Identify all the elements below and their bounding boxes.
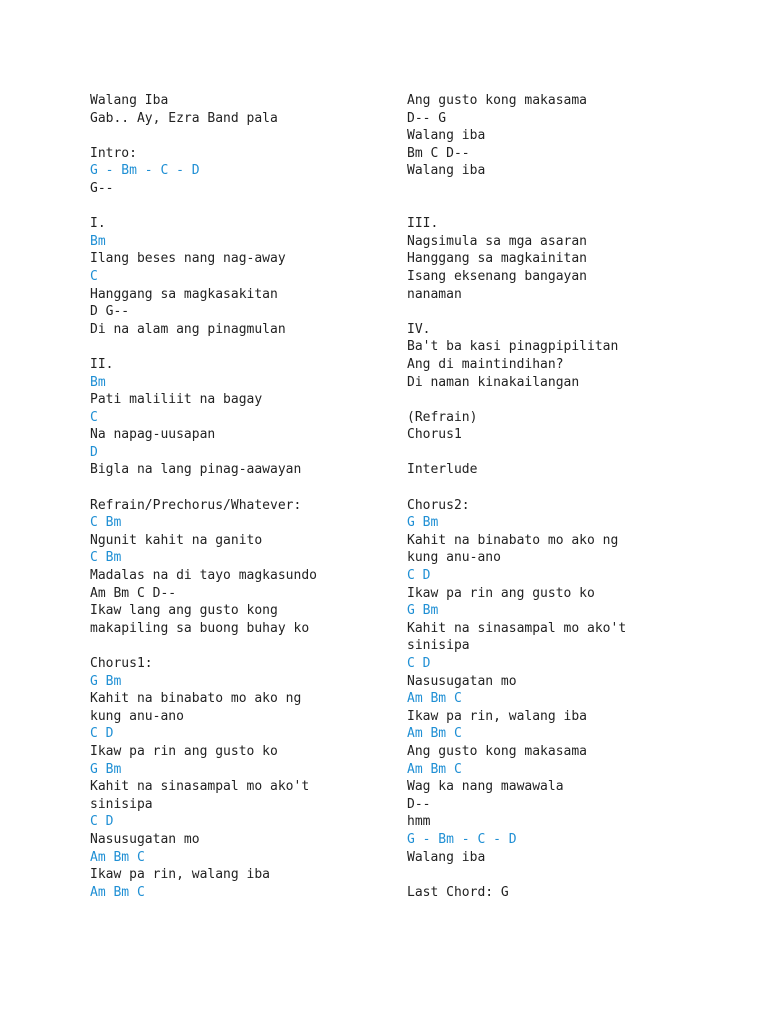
lyric-line: D G-- [90,304,130,320]
lyric-line: Kahit na sinasampal mo ako't [407,620,627,636]
lyric-line: nanaman [407,286,462,302]
lyric-line: III. [407,216,439,232]
lyric-line: D-- G [407,110,447,126]
blank-line [407,303,626,321]
blank-line [407,479,626,497]
lyric-line: Nagsimula sa mga asaran [407,233,588,249]
lyric-line: Intro: [90,145,137,161]
lyric-line: Kahit na binabato mo ako ng [407,532,619,548]
lyric-line: Ba't ba kasi pinagpipilitan [407,339,619,355]
lyric-line: IV. [407,321,431,337]
lyric-line: Last Chord: G [407,884,509,900]
blank-line [407,866,626,884]
lyric-line: hmm [407,814,431,830]
blank-line [90,338,317,356]
chord-line: Am Bm C [407,761,462,777]
blank-line [407,391,626,409]
lyric-line: Bigla na lang pinag-aawayan [90,462,302,478]
chord-line: C [90,268,98,284]
lyric-line: Interlude [407,462,478,478]
blank-line [407,180,626,198]
lyric-line: Chorus2: [407,497,470,513]
lyric-line: Madalas na di tayo magkasundo [90,568,317,584]
lyric-line: Hanggang sa magkasakitan [90,286,278,302]
lyric-line: Di naman kinakailangan [407,374,580,390]
lyric-line: Walang iba [407,849,486,865]
lyric-line: kung anu-ano [90,708,184,724]
lyric-line: sinisipa [90,796,153,812]
lyric-line: Ikaw pa rin ang gusto ko [90,743,278,759]
lyric-line: Wag ka nang mawawala [407,779,564,795]
lyric-line: makapiling sa buong buhay ko [90,620,310,636]
lyric-line: Hanggang sa magkainitan [407,251,588,267]
chord-line: Am Bm C [90,849,145,865]
lyric-line: Ang gusto kong makasama [407,743,588,759]
lyric-line: Ilang beses nang nag-away [90,251,286,267]
lyrics-column-left [90,92,317,901]
lyrics-column-right [407,92,626,901]
chord-line: Am Bm C [407,726,462,742]
chord-line: G Bm [90,673,122,689]
lyric-line: Pati maliliit na bagay [90,392,263,408]
chord-line: C D [90,814,114,830]
chord-line: C D [90,726,114,742]
chord-line: G Bm [407,603,439,619]
lyric-line: Di na alam ang pinagmulan [90,321,286,337]
chord-line: G Bm [90,761,122,777]
chord-line: C Bm [90,550,122,566]
lyric-line: Ang di maintindihan? [407,356,564,372]
lyric-line: Ikaw pa rin, walang iba [90,867,271,883]
chord-line: C [90,409,98,425]
lyric-line: Kahit na binabato mo ako ng [90,691,302,707]
lyric-line: Walang iba [407,163,486,179]
blank-line [90,127,317,145]
lyric-line: Gab.. Ay, Ezra Band pala [90,110,278,126]
blank-line [90,637,317,655]
chord-line: C D [407,568,431,584]
chord-line: Am Bm C [407,691,462,707]
lyric-line: Ngunit kahit na ganito [90,532,263,548]
lyric-line: Ikaw pa rin ang gusto ko [407,585,595,601]
chord-line: Bm [90,374,106,390]
lyric-line: Nasusugatan mo [90,831,200,847]
lyric-line: D-- [407,796,431,812]
lyric-line: Walang iba [407,128,486,144]
lyric-line: Am Bm C D-- [90,585,177,601]
chord-line: C Bm [90,515,122,531]
chord-line: G - Bm - C - D [90,163,200,179]
lyric-line: Walang Iba [90,93,169,108]
lyric-line: Bm C D-- [407,145,470,161]
blank-line [90,479,317,497]
chord-line: C D [407,656,431,671]
lyric-line: Ikaw pa rin, walang iba [407,708,588,724]
chord-line: D [90,444,98,460]
lyric-line: II. [90,356,114,372]
lyric-line: (Refrain) [407,409,478,425]
lyric-line: Nasusugatan mo [407,673,517,689]
lyric-line: Isang eksenang bangayan [407,268,588,284]
lyric-line: Chorus1 [407,427,462,443]
lyric-line: Kahit na sinasampal mo ako't [90,779,310,795]
lyric-line: sinisipa [407,638,470,654]
lyric-line: Chorus1: [90,656,153,671]
lyric-line: Na napag-uusapan [90,427,216,443]
blank-line [407,198,626,216]
lyric-line: Refrain/Prechorus/Whatever: [90,497,302,513]
chord-line: G Bm [407,515,439,531]
lyric-line: Ikaw lang ang gusto kong [90,603,278,619]
blank-line [90,198,317,216]
lyric-line: G-- [90,180,114,196]
chord-line: Am Bm C [90,884,145,900]
lyric-line: Ang gusto kong makasama [407,93,588,108]
blank-line [407,444,626,462]
chord-line: Bm [90,233,106,249]
lyric-line: kung anu-ano [407,550,501,566]
lyric-line: I. [90,216,106,232]
chord-line: G - Bm - C - D [407,831,517,847]
